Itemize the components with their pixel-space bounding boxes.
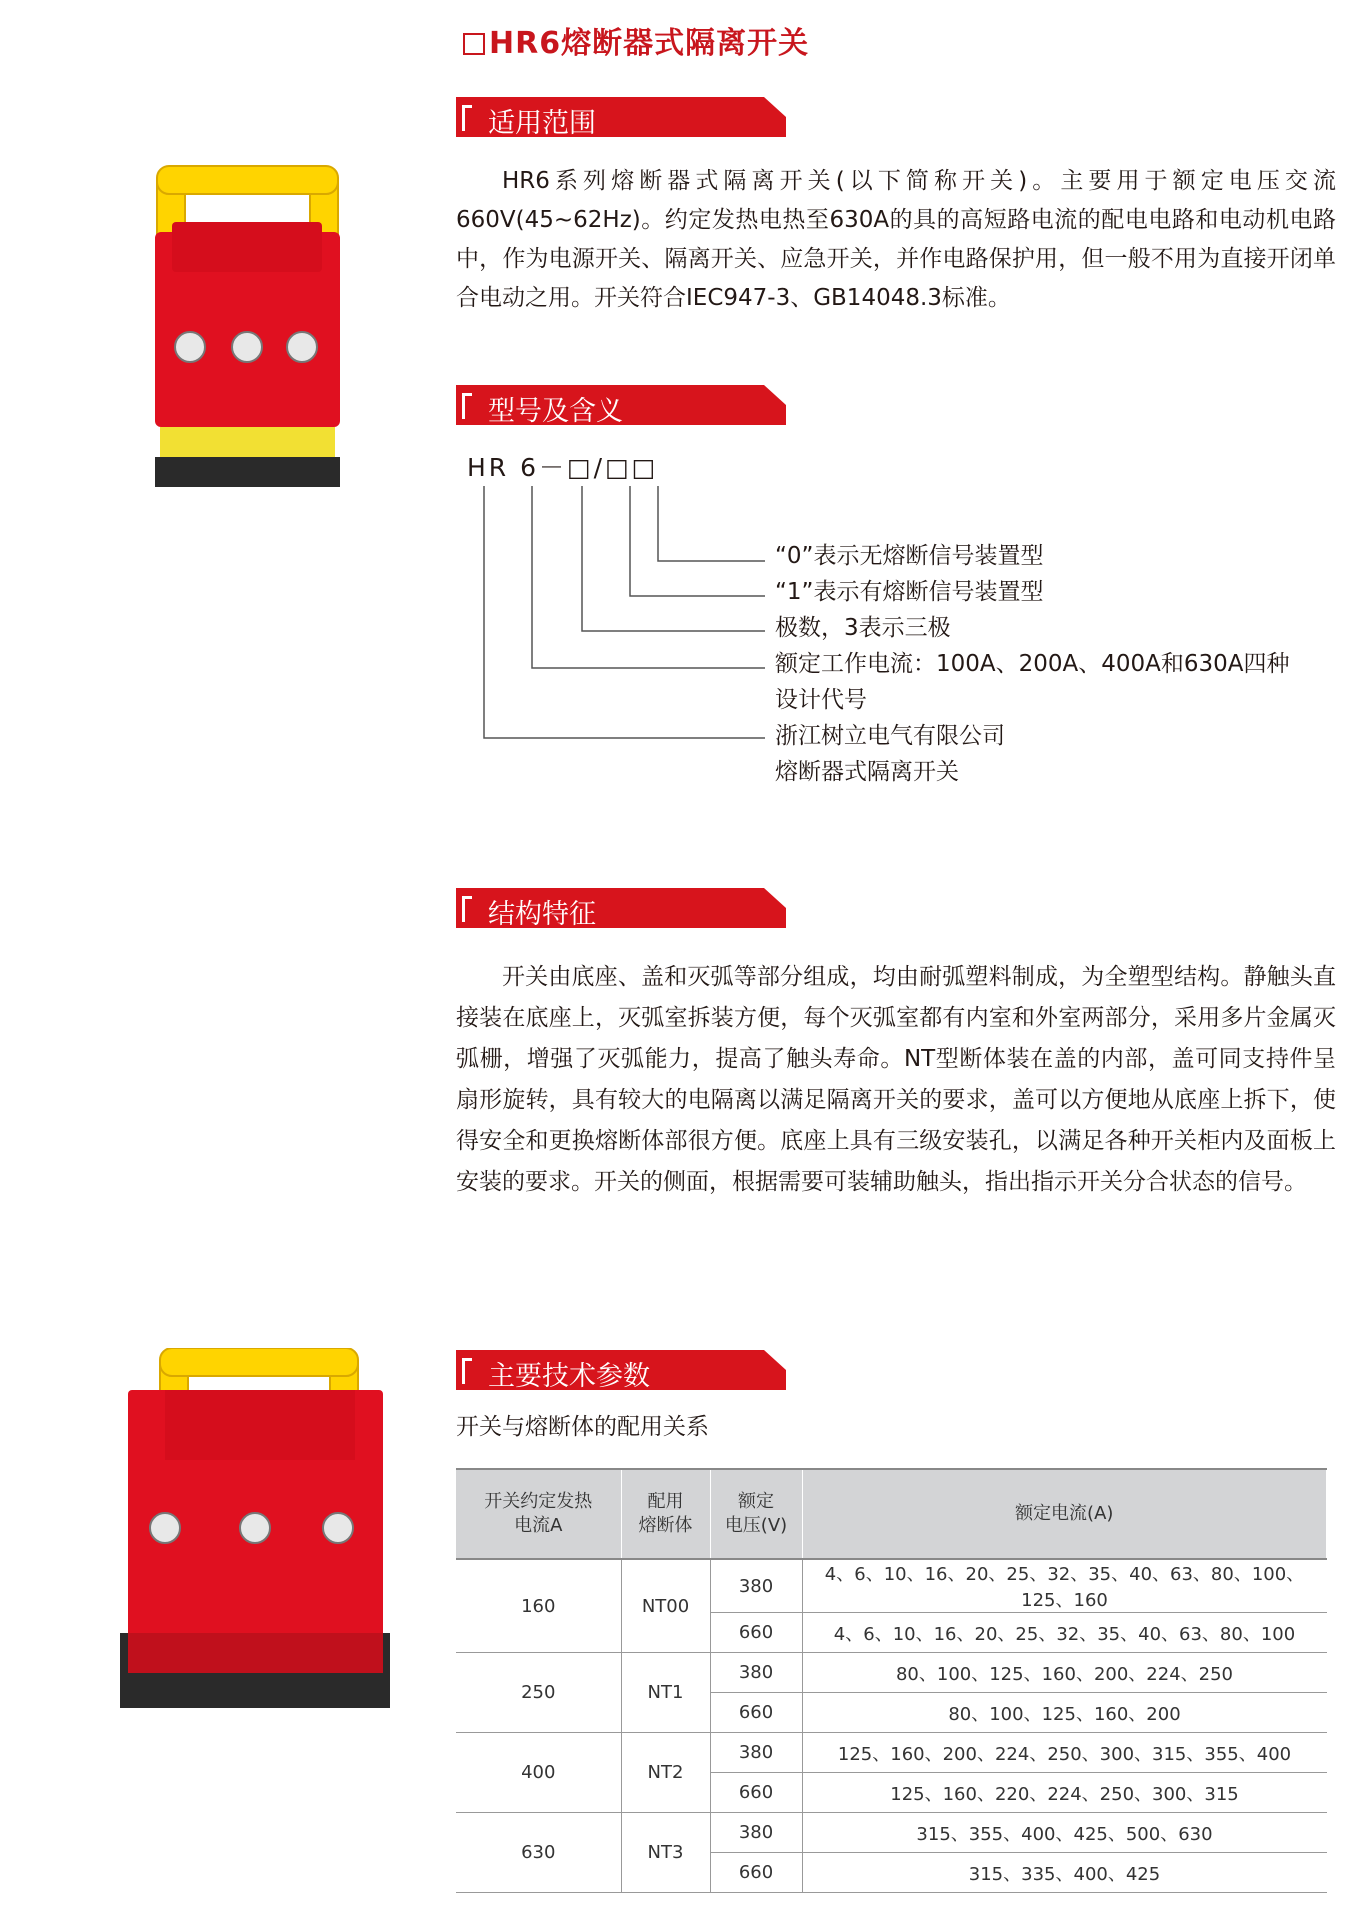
- table-row: 400 NT2 380 125、160、200、224、250、300、315、355、400: [456, 1733, 1327, 1773]
- legend-item: 极数，3表示三极: [775, 615, 951, 641]
- legend-item: 浙江树立电气有限公司: [775, 723, 1005, 749]
- title-box-icon: [463, 33, 485, 55]
- header-cell: 额定 电压(V): [710, 1469, 802, 1559]
- header-cell: 配用 熔断体: [621, 1469, 710, 1559]
- legend-item: 设计代号: [775, 687, 867, 713]
- corner-mark-icon: [462, 896, 472, 922]
- section-header-model: 型号及含义: [456, 385, 786, 425]
- legend-item: 额定工作电流：100A、200A、400A和630A四种: [775, 651, 1290, 677]
- section-header-parameters: 主要技术参数: [456, 1350, 786, 1390]
- model-code: HR 6－□/□□: [467, 453, 659, 482]
- scope-paragraph: HR6系列熔断器式隔离开关(以下简称开关)。主要用于额定电压交流660V(45~62Hz)。约定发热电热至630A的具的高短路电流的配电电路和电动机电路中，作为电源开关、隔离开关、应急开关，并作电路保护用，但一般不用为直接开闭单合电动之用。开关符合IEC947-3、GB14048.3标准。: [456, 168, 1336, 311]
- product-photo-1: [150, 162, 350, 492]
- table-row: 660 80、100、125、160、200: [456, 1693, 1327, 1733]
- corner-mark-icon: [462, 105, 472, 131]
- page-title-text: HR6熔断器式隔离开关: [489, 26, 810, 61]
- header-cell: 开关约定发热 电流A: [456, 1469, 621, 1559]
- fuse-match-table: [456, 1468, 1327, 1893]
- table-row: 630 NT3 380 315、355、400、425、500、630: [456, 1813, 1327, 1853]
- table-row: 160 NT00 380 4、6、10、16、20、25、32、35、40、63、80、100、125、160: [456, 1559, 1327, 1613]
- section-header-scope: 适用范围: [456, 97, 786, 137]
- model-legend-lines: [470, 478, 770, 748]
- structure-paragraph: 开关由底座、盖和灭弧等部分组成，均由耐弧塑料制成，为全塑型结构。静触头直接装在底座上，灭弧室拆装方便，每个灭弧室都有内室和外室两部分，采用多片金属灭弧栅，增强了灭弧能力，提高了触头寿命。NT型断体装在盖的内部，盖可同支持件呈扇形旋转，具有较大的电隔离以满足隔离开关的要求，盖可以方便地从底座上拆下，使得安全和更换熔断体部很方便。底座上具有三级安装孔，以满足各种开关柜内及面板上安装的要求。开关的侧面，根据需要可装辅助触头，指出指示开关分合状态的信号。: [456, 964, 1336, 1195]
- page-title: [463, 18, 809, 62]
- corner-mark-icon: [462, 1358, 472, 1384]
- section-header-structure: 结构特征: [456, 888, 786, 928]
- table-row: 660 315、335、400、425: [456, 1853, 1327, 1893]
- legend-item: “0”表示无熔断信号装置型: [775, 543, 1044, 569]
- table-row: 660 4、6、10、16、20、25、32、35、40、63、80、100: [456, 1613, 1327, 1653]
- header-cell: 额定电流(A): [802, 1469, 1327, 1559]
- table-row: 660 125、160、220、224、250、300、315: [456, 1773, 1327, 1813]
- table-row: 250 NT1 380 80、100、125、160、200、224、250: [456, 1653, 1327, 1693]
- product-photo-2: [120, 1348, 390, 1718]
- table-subtitle: 开关与熔断体的配用关系: [456, 1414, 709, 1440]
- legend-item: “1”表示有熔断信号装置型: [775, 579, 1044, 605]
- legend-item: 熔断器式隔离开关: [775, 759, 959, 785]
- corner-mark-icon: [462, 393, 472, 419]
